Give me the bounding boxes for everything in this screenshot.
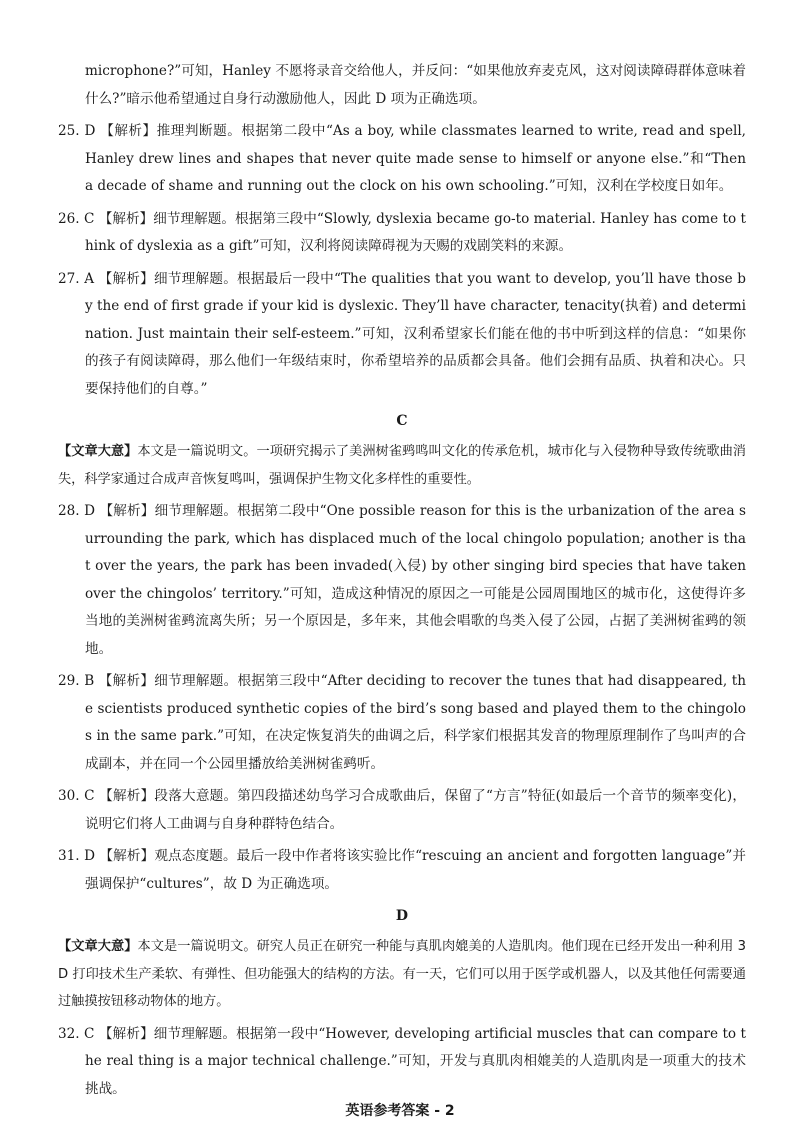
page-footer: 英语参考答案 - 2 (345, 1103, 455, 1119)
answer-26-number: 26. C (58, 210, 95, 227)
section-d-summary (58, 933, 746, 1016)
answer-page (58, 58, 746, 1098)
answer-25-tag: 【解析】 (100, 123, 157, 139)
answer-27-text: 细节理解题。根据最后一段中“The qualities that you want to develop, you’ll have those by the end of first grade if your kid is dyslexic. They’ll have character, tenacity(执着) and determination. Just maintain their self-esteem.”可知，汉利希望家长们能在他的书中听到这样的信息：“如果你的孩子有阅读障碍，那么他们一年级结束时，你希望培养的品质都会具备。他们会拥有品质、执着和决心。只要保持他们的自尊。” (85, 270, 746, 397)
answer-29-number: 29. B (58, 673, 95, 689)
section-d-summary-text: 本文是一篇说明文。研究人员正在研究一种能与真肌肉媲美的人造肌肉。他们现在已经开发出一种利用 3D 打印技术生产柔软、有弹性、但功能强大的结构的方法。有一天，它们可以用于医学或机器人，以及其他任何需要通过触摸按钮移动物体的地方。 (58, 939, 746, 1009)
answer-31-number: 31. D (58, 848, 95, 864)
answer-27-tag: 【解析】 (98, 270, 154, 287)
answer-26-text: 细节理解题。根据第三段中“Slowly, dyslexia became go-to material. Hanley has come to think of dyslexia as a gift”可知，汉利将阅读障碍视为天赐的戏剧笑料的来源。 (85, 210, 746, 254)
intro-paragraph (58, 58, 746, 113)
answer-26 (58, 206, 746, 261)
answer-27 (58, 266, 746, 404)
answer-28-tag: 【解析】 (99, 503, 155, 519)
answer-32-tag: 【解析】 (98, 1025, 154, 1042)
answer-29-text: 细节理解题。根据第三段中“After deciding to recover the tunes that had disappeared, the scientists produced synthetic copies of the bird’s song based and played them to the chingolos in the same park.”可知，在决定恢复消失的曲调之后，科学家们根据其发音的物理原理制作了鸟叫声的合成副本，并在同一个公园里播放给美洲树雀鹀听。 (85, 673, 746, 772)
answer-29 (58, 668, 746, 778)
section-c-summary-text: 本文是一篇说明文。一项研究揭示了美洲树雀鹀鸣叫文化的传承危机，城市化与入侵物种导致传统歌曲消失，科学家通过合成声音恢复鸣叫，强调保护生物文化多样性的重要性。 (58, 444, 746, 487)
answer-25-number: 25. D (58, 123, 96, 139)
answer-30-tag: 【解析】 (99, 788, 155, 804)
answer-32-text: 细节理解题。根据第一段中“However, developing artificial muscles that can compare to the real thing is a major technical challenge.”可知，开发与真肌肉相媲美的人造肌肉是一项重大的技术挑战。 (85, 1025, 746, 1097)
answer-32-number: 32. C (58, 1025, 95, 1042)
answer-32 (58, 1021, 746, 1099)
answer-31 (58, 843, 746, 898)
section-d-summary-tag: 【文章大意】 (58, 939, 138, 954)
intro-text: microphone?”可知，Hanley 不愿将录音交给他人，并反问：“如果他放弃麦克风，这对阅读障碍群体意味着什么?”暗示他希望通过自身行动激励他人，因此 D 项为正确选项。 (85, 63, 746, 107)
answer-27-number: 27. A (58, 270, 95, 287)
answer-26-tag: 【解析】 (98, 210, 154, 227)
section-c-heading: C (396, 413, 408, 429)
answer-31-tag: 【解析】 (99, 848, 155, 864)
answer-25-text: 推理判断题。根据第二段中“As a boy, while classmates learned to write, read and spell, Hanley drew lines and shapes that never quite made sense to himself or anyone else.”和“Then a decade of shame and running out the clock on his own schooling.”可知，汉利在学校度日如年。 (85, 123, 746, 194)
answer-25 (58, 118, 746, 201)
answer-28-text: 细节理解题。根据第二段中“One possible reason for this is the urbanization of the area surrounding the park, which has displaced much of the local chingolo population; another is that over the years, the park has been invaded(入侵) by other singing bird species that have taken over the chingolos’ territory.”可知，造成这种情况的原因之一可能是公园周围地区的城市化，这使得许多当地的美洲树雀鹀流离失所；另一个原因是，多年来，其他会唱歌的鸟类入侵了公园，占据了美洲树雀鹀的领地。 (85, 503, 746, 657)
answer-28 (58, 498, 746, 663)
section-c-summary-tag: 【文章大意】 (58, 444, 138, 459)
section-d-heading: D (395, 908, 409, 924)
answer-30-number: 30. C (58, 788, 95, 804)
answer-29-tag: 【解析】 (98, 673, 155, 689)
answer-28-number: 28. D (58, 503, 96, 519)
answer-31-text: 观点态度题。最后一段中作者将该实验比作“rescuing an ancient and forgotten language”并强调保护“cultures”，故 D 为正确选项。 (85, 848, 746, 892)
answer-30-text: 段落大意题。第四段描述幼鸟学习合成歌曲后，保留了“方言”特征(如最后一个音节的频率变化)，说明它们将人工曲调与自身种群特色结合。 (85, 788, 746, 832)
answer-30 (58, 783, 746, 838)
section-c-summary (58, 438, 746, 493)
